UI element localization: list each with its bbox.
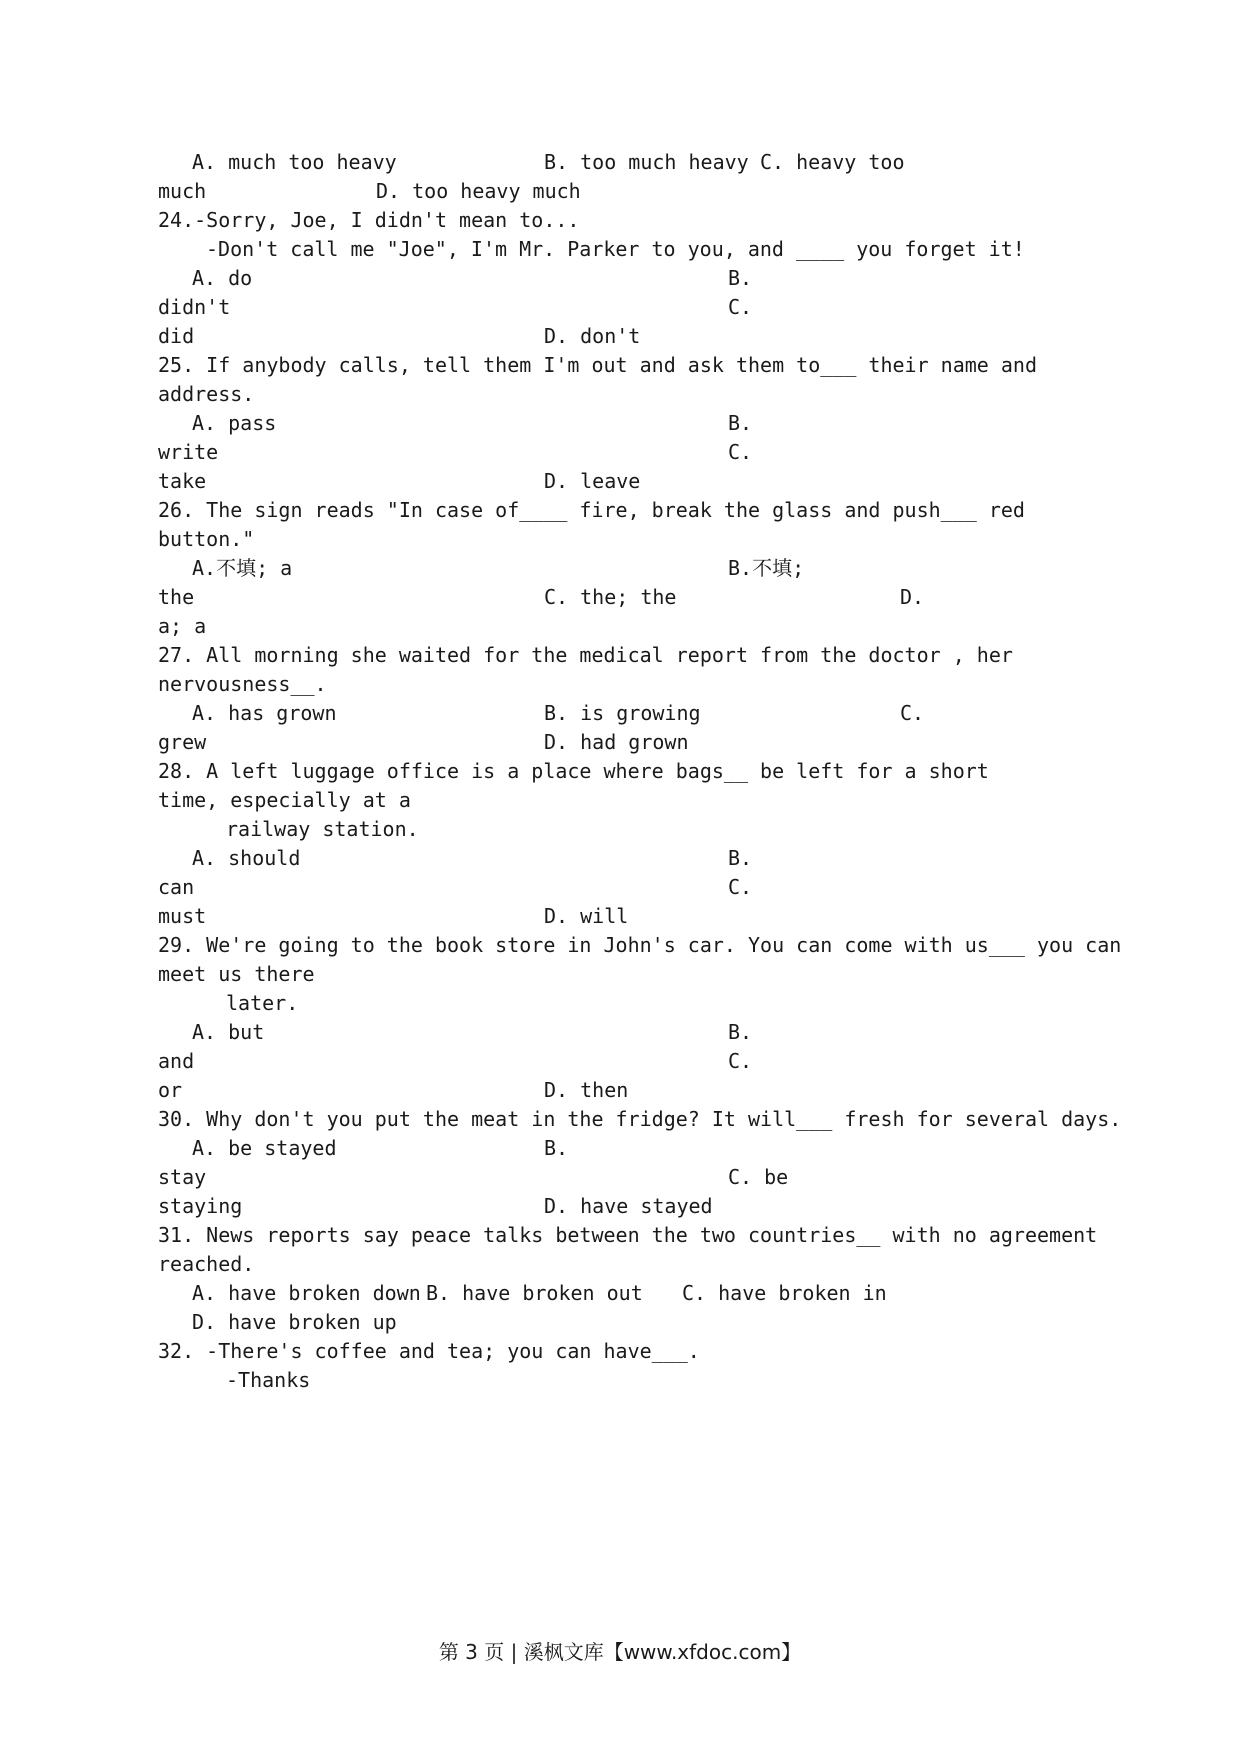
- q30-stem: 30. Why don't you put the meat in the fridge? It will___ fresh for several days.: [158, 1107, 1122, 1131]
- q31-option-b: B. have broken out: [426, 1281, 643, 1305]
- q25-option-c-cont: take: [158, 469, 207, 493]
- q28-stem: 28. A left luggage office is a place where bags__ be left for a short: [158, 759, 989, 783]
- q27-option-c-cont: grew: [158, 730, 207, 754]
- q25-option-b: B.: [728, 411, 753, 435]
- q30-option-d: D. have stayed: [544, 1194, 713, 1218]
- q24-stem: 24.-Sorry, Joe, I didn't mean to...: [158, 208, 580, 232]
- q27-option-d: D. had grown: [544, 730, 689, 754]
- q32-stem-2: -Thanks: [226, 1368, 311, 1392]
- q28-option-d: D. will: [544, 904, 629, 928]
- q30-option-c: C. be: [728, 1165, 789, 1189]
- q29-option-d: D. then: [544, 1078, 629, 1102]
- q29-option-b: B.: [728, 1020, 753, 1044]
- q30-option-c-cont: staying: [158, 1194, 243, 1218]
- q31-option-a: A. have broken down: [192, 1281, 421, 1305]
- q23-option-c: C. heavy too: [760, 150, 905, 174]
- q25-option-a: A. pass: [192, 411, 277, 435]
- q27-option-b: B. is growing: [544, 701, 701, 725]
- q28-stem-3: railway station.: [226, 817, 419, 841]
- q24-option-c: C.: [728, 295, 753, 319]
- q24-option-c-cont: did: [158, 324, 195, 348]
- q32-stem: 32. -There's coffee and tea; you can have___.: [158, 1339, 700, 1363]
- q28-option-b-cont: can: [158, 875, 195, 899]
- q25-option-b-cont: write: [158, 440, 219, 464]
- q29-stem-2: meet us there: [158, 962, 315, 986]
- q26-stem: 26. The sign reads "In case of____ fire, break the glass and push___ red: [158, 498, 1025, 522]
- q28-stem-2: time, especially at a: [158, 788, 411, 812]
- q26-stem-2: button.": [158, 527, 255, 551]
- q31-stem-2: reached.: [158, 1252, 255, 1276]
- q26-option-a: A.不填; a: [192, 556, 293, 580]
- q27-option-c: C.: [900, 701, 925, 725]
- q25-stem-2: address.: [158, 382, 255, 406]
- q29-stem-3: later.: [226, 991, 299, 1015]
- q24-option-b-cont: didn't: [158, 295, 231, 319]
- q27-stem-2: nervousness__.: [158, 672, 327, 696]
- q29-option-c: C.: [728, 1049, 753, 1073]
- q25-stem: 25. If anybody calls, tell them I'm out and ask them to___ their name and: [158, 353, 1037, 377]
- q28-option-c-cont: must: [158, 904, 207, 928]
- q24-stem-2: -Don't call me "Joe", I'm Mr. Parker to you, and ____ you forget it!: [206, 237, 1025, 261]
- q26-option-d: D.: [900, 585, 925, 609]
- q31-option-d: D. have broken up: [192, 1310, 397, 1334]
- q28-option-a: A. should: [192, 846, 301, 870]
- q30-option-a: A. be stayed: [192, 1136, 337, 1160]
- q23-option-d: D. too heavy much: [376, 179, 581, 203]
- q26-option-b: B.不填;: [728, 556, 805, 580]
- q25-option-c: C.: [728, 440, 753, 464]
- q23-option-b: B. too much heavy: [544, 150, 749, 174]
- q24-option-b: B.: [728, 266, 753, 290]
- q25-option-d: D. leave: [544, 469, 641, 493]
- q26-option-b-cont: the: [158, 585, 195, 609]
- q23-option-c-cont: much: [158, 179, 207, 203]
- q30-option-b-cont: stay: [158, 1165, 207, 1189]
- q24-option-a: A. do: [192, 266, 253, 290]
- q31-stem: 31. News reports say peace talks between the two countries__ with no agreement: [158, 1223, 1098, 1247]
- q29-option-a: A. but: [192, 1020, 265, 1044]
- q29-option-b-cont: and: [158, 1049, 195, 1073]
- q31-option-c: C. have broken in: [682, 1281, 887, 1305]
- q29-stem: 29. We're going to the book store in John's car. You can come with us___ you can: [158, 933, 1122, 957]
- page-footer: 第 3 页 | 溪枫文库【www.xfdoc.com】: [438, 1640, 802, 1664]
- q27-option-a: A. has grown: [192, 701, 337, 725]
- q23-option-a: A. much too heavy: [192, 150, 397, 174]
- q30-option-b: B.: [544, 1136, 569, 1160]
- q26-option-d-cont: a; a: [158, 614, 207, 638]
- q28-option-b: B.: [728, 846, 753, 870]
- q28-option-c: C.: [728, 875, 753, 899]
- q26-option-c: C. the; the: [544, 585, 677, 609]
- q24-option-d: D. don't: [544, 324, 641, 348]
- q29-option-c-cont: or: [158, 1078, 183, 1102]
- q27-stem: 27. All morning she waited for the medical report from the doctor , her: [158, 643, 1013, 667]
